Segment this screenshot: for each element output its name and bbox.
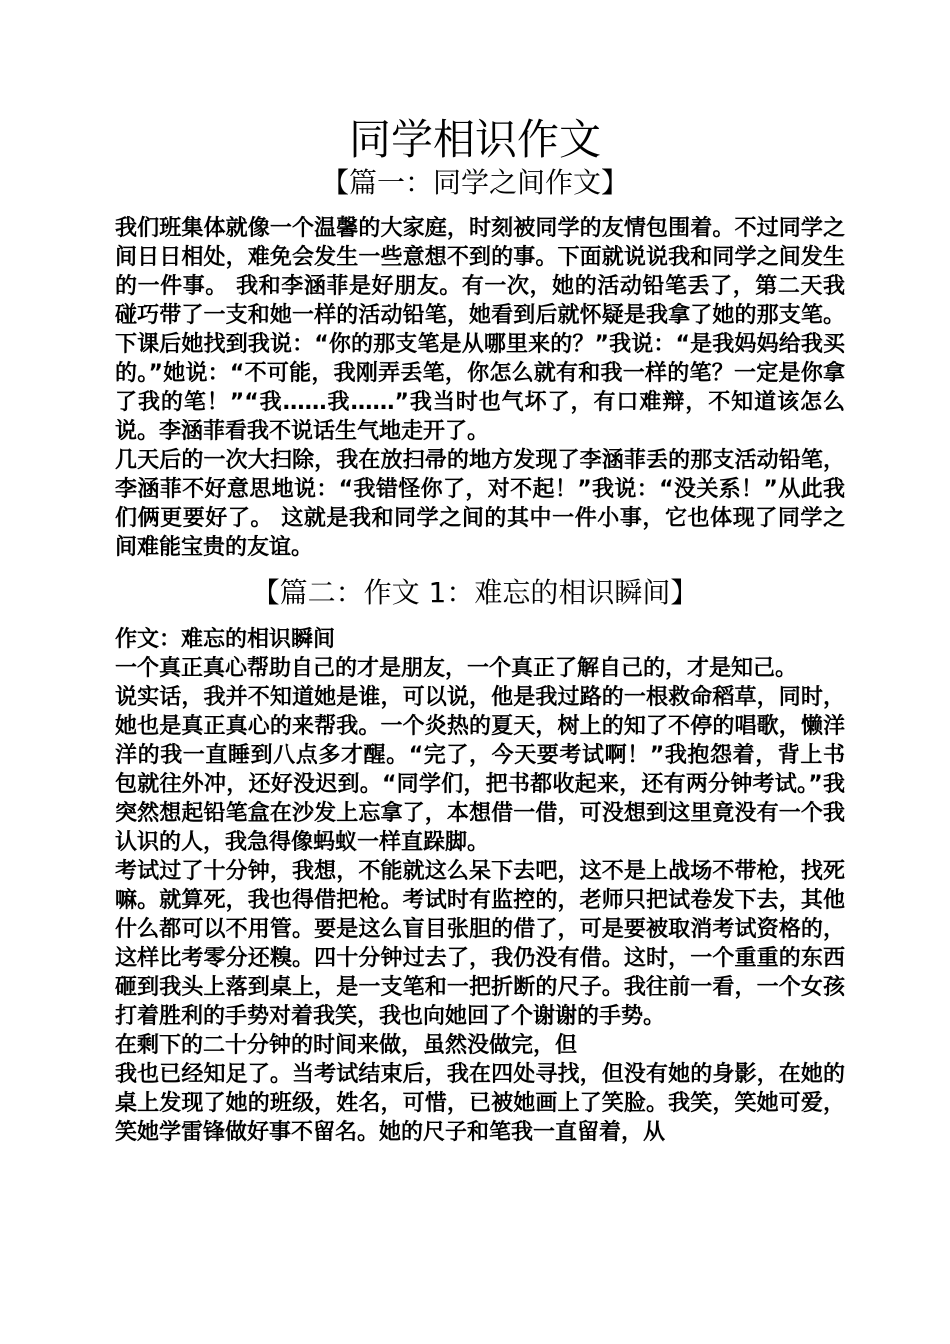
section-1-body bbox=[115, 214, 845, 562]
section-2-paragraph-3: 考试过了十分钟，我想，不能就这么呆下去吧，这不是上战场不带枪，找死嘛。就算死，我也得借把枪。考试时有监控的，老师只把试卷发下去，其他什么都可以不用管。要是这么盲目张胆的借了，可是要被取消考试资格的，这样比考零分还糗。四十分钟过去了，我仍没有借。这时，一个重重的东西砸到我头上落到桌上，是一支笔和一把折断的尺子。我往前一看，一个女孩打着胜利的手势对着我笑，我也向她回了个谢谢的手势。 bbox=[115, 859, 845, 1029]
section-2-paragraph-2: 说实话，我并不知道她是谁，可以说，他是我过路的一根救命稻草，同时，她也是真正真心的来帮我。一个炎热的夏天，树上的知了不停的唱歌，懒洋洋的我一直睡到八点多才醒。“完了，今天要考试啊！”我抱怨着，背上书包就往外冲，还好没迟到。“同学们，把书都收起来，还有两分钟考试。”我突然想起铅笔盒在沙发上忘拿了，本想借一借，可没想到这里竟没有一个我认识的人，我急得像蚂蚁一样直跺脚。 bbox=[115, 685, 845, 855]
section-1-paragraph-1: 我们班集体就像一个温馨的大家庭，时刻被同学的友情包围着。不过同学之间日日相处，难免会发生一些意想不到的事。下面就说说我和同学之间发生的一件事。 我和李涵菲是好朋友。有一次，她的活动铅笔丢了，第二天我碰巧带了一支和她一样的活动铅笔，她看到后就怀疑是我拿了她的那支笔。下课后她找到我说：“你的那支笔是从哪里来的？”我说：“是我妈妈给我买的。”她说：“不可能，我刚弄丢笔，你怎么就有和我一样的笔？一定是你拿了我的笔！”“我……我……”我当时也气坏了，有口难辩，不知道该怎么说。李涵菲看我不说话生气地走开了。 bbox=[115, 216, 845, 444]
section-2-body bbox=[115, 625, 845, 1147]
section-2-paragraph-4: 在剩下的二十分钟的时间来做，虽然没做完，但 bbox=[115, 1033, 578, 1058]
section-2-paragraph-1: 一个真正真心帮助自己的才是朋友，一个真正了解自己的，才是知己。 bbox=[115, 656, 798, 681]
document-title: 同学相识作文 bbox=[348, 115, 601, 164]
section-1-paragraph-2: 几天后的一次大扫除，我在放扫帚的地方发现了李涵菲丢的那支活动铅笔，李涵菲不好意思地说：“我错怪你了，对不起！”我说：“没关系！”从此我们俩更要好了。 这就是我和同学之间的其中一件小事，它也体现了同学之间难能宝贵的友谊。 bbox=[115, 448, 845, 560]
section-2-paragraph-5: 我也已经知足了。当考试结束后，我在四处寻找，但没有她的身影，在她的桌上发现了她的班级，姓名，可惜，已被她画上了笑脸。我笑，笑她可爱，笑她学雷锋做好事不留名。她的尺子和笔我一直留着，从 bbox=[115, 1062, 845, 1145]
section-2-heading: 【篇二：作文 1：难忘的相识瞬间】 bbox=[251, 576, 699, 609]
section-1-heading: 【篇一：同学之间作文】 bbox=[320, 166, 629, 199]
section-2-subtitle: 作文：难忘的相识瞬间 bbox=[115, 627, 336, 652]
